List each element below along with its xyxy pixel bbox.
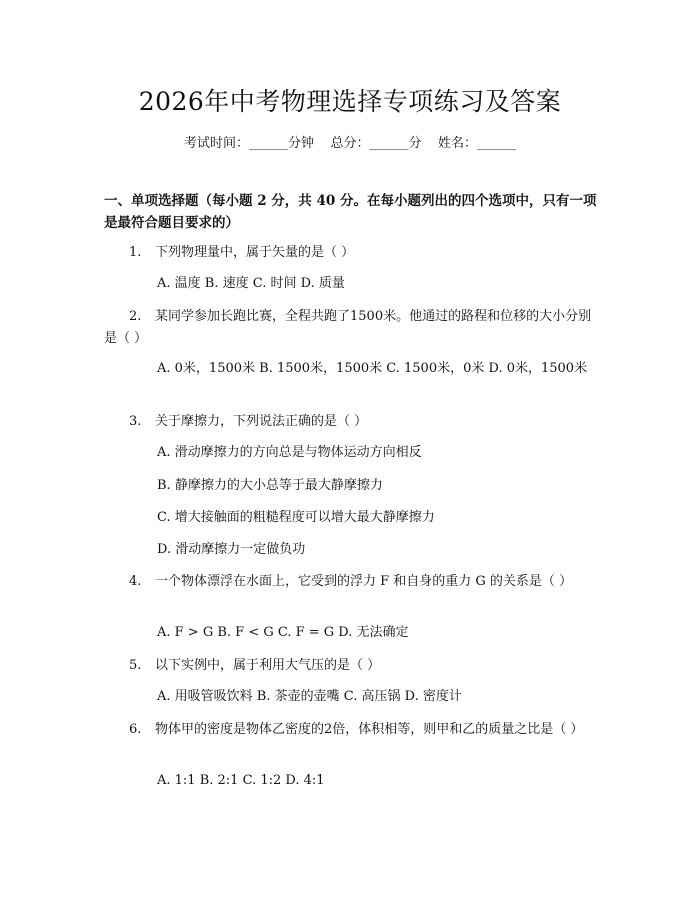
question-number: 4. bbox=[129, 574, 142, 589]
question-stem: 物体甲的密度是物体乙密度的2倍，体积相等，则甲和乙的质量之比是（ ） bbox=[155, 722, 584, 737]
question-5 bbox=[104, 655, 600, 677]
question-stem: 一个物体漂浮在水面上，它受到的浮力 F 和自身的重力 G 的关系是（ ） bbox=[155, 574, 573, 589]
question-number: 3. bbox=[129, 414, 142, 429]
question-3-option-b: B. 静摩擦力的大小总等于最大静摩擦力 bbox=[157, 478, 383, 493]
question-number: 6. bbox=[129, 722, 142, 737]
question-4 bbox=[104, 571, 600, 593]
section-heading: 一、单项选择题（每小题 2 分，共 40 分。在每小题列出的四个选项中，只有一项是最符合题目要求的） bbox=[104, 193, 597, 231]
question-number: 1. bbox=[129, 245, 142, 260]
question-5-options: A. 用吸管吸饮料 B. 茶壶的壶嘴 C. 高压锅 D. 密度计 bbox=[157, 689, 462, 704]
question-stem: 关于摩擦力，下列说法正确的是（ ） bbox=[155, 414, 368, 429]
question-1-options: A. 温度 B. 速度 C. 时间 D. 质量 bbox=[157, 276, 345, 291]
question-stem: 下列物理量中，属于矢量的是（ ） bbox=[155, 245, 355, 260]
question-1 bbox=[104, 242, 600, 264]
question-number: 2. bbox=[129, 309, 142, 324]
question-6-options: A. 1:1 B. 2:1 C. 1:2 D. 4:1 bbox=[157, 773, 325, 788]
question-3-option-d: D. 滑动摩擦力一定做负功 bbox=[157, 542, 306, 557]
question-3 bbox=[104, 411, 600, 433]
question-3-option-a: A. 滑动摩擦力的方向总是与物体运动方向相反 bbox=[157, 445, 422, 460]
question-4-options: A. F > G B. F < G C. F = G D. 无法确定 bbox=[157, 625, 409, 640]
question-stem: 某同学参加长跑比赛，全程共跑了1500米。他通过的路程和位移的大小分别是（ ） bbox=[104, 309, 592, 346]
question-3-option-c: C. 增大接触面的粗糙程度可以增大最大静摩擦力 bbox=[157, 510, 435, 525]
question-2-options: A. 0米，1500米 B. 1500米，1500米 C. 1500米，0米 D. 0米，1500米 bbox=[157, 361, 588, 376]
question-number: 5. bbox=[129, 658, 142, 673]
question-stem: 以下实例中，属于利用大气压的是（ ） bbox=[155, 658, 381, 673]
question-2 bbox=[104, 306, 600, 350]
question-6 bbox=[104, 719, 600, 741]
page-title: 2026年中考物理选择专项练习及答案 bbox=[138, 87, 562, 116]
exam-info-line: 考试时间：______分钟 总分：______分 姓名：______ bbox=[183, 136, 517, 151]
